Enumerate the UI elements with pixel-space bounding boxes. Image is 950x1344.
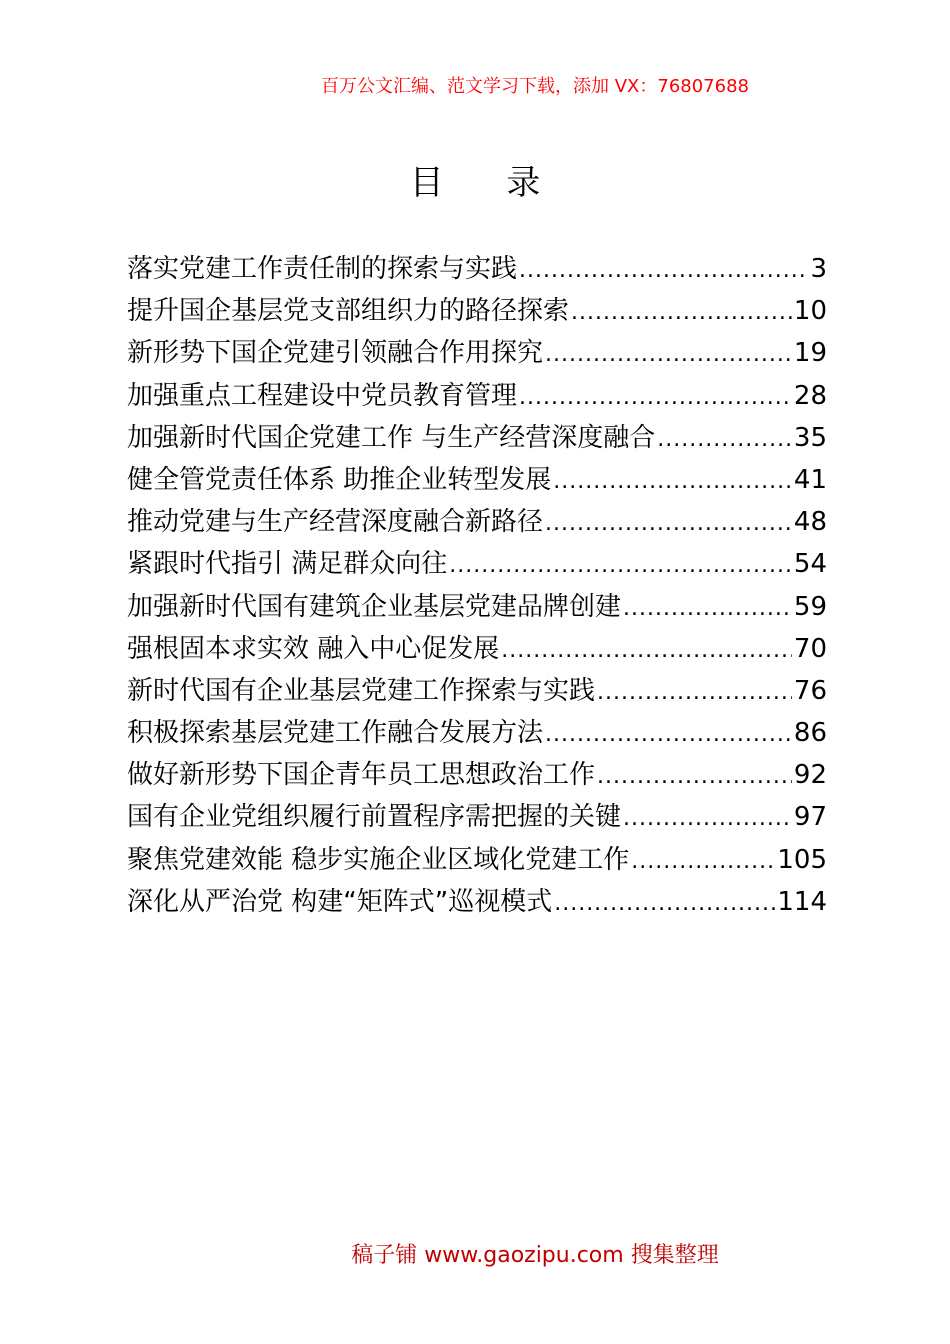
toc-dot-leader: [623, 588, 792, 630]
toc-entry[interactable]: [127, 796, 827, 838]
table-of-contents: [127, 248, 827, 923]
toc-dot-leader: [449, 545, 792, 587]
toc-entry[interactable]: [127, 628, 827, 670]
toc-entry-title: 加强新时代国企党建工作 与生产经营深度融合: [127, 422, 656, 453]
toc-dot-leader: [623, 798, 792, 840]
toc-page-number: 19: [793, 338, 827, 369]
toc-page-number: 10: [793, 296, 827, 327]
toc-entry[interactable]: [127, 417, 827, 459]
toc-dot-leader: [545, 334, 792, 376]
toc-entry-title: 新形势下国企党建引领融合作用探究: [127, 338, 544, 369]
toc-entry[interactable]: [127, 501, 827, 543]
toc-page-number: 86: [793, 718, 827, 749]
toc-entry[interactable]: [127, 670, 827, 712]
toc-entry-title: 积极探索基层党建工作融合发展方法: [127, 718, 544, 749]
toc-entry[interactable]: [127, 712, 827, 754]
toc-entry-title: 提升国企基层党支部组织力的路径探索: [127, 296, 570, 327]
toc-entry[interactable]: [127, 459, 827, 501]
toc-entry-title: 加强新时代国有建筑企业基层党建品牌创建: [127, 591, 622, 622]
toc-entry-title: 新时代国有企业基层党建工作探索与实践: [127, 675, 596, 706]
toc-page-number: 114: [777, 886, 827, 917]
toc-page-number: 35: [793, 422, 827, 453]
toc-entry[interactable]: [127, 754, 827, 796]
toc-dot-leader: [553, 461, 792, 503]
toc-entry-title: 深化从严治党 构建“矩阵式”巡视模式: [127, 886, 553, 917]
toc-dot-leader: [545, 714, 792, 756]
footer-source-note: 稿子铺 www.gaozipu.com 搜集整理: [351, 1243, 719, 1268]
toc-entry[interactable]: [127, 290, 827, 332]
toc-entry-title: 健全管党责任体系 助推企业转型发展: [127, 464, 552, 495]
toc-dot-leader: [519, 250, 808, 292]
toc-page-number: 92: [793, 760, 827, 791]
toc-dot-leader: [554, 883, 775, 925]
toc-entry[interactable]: [127, 543, 827, 585]
toc-entry-title: 做好新形势下国企青年员工思想政治工作: [127, 760, 596, 791]
page-title: 目 录: [409, 163, 567, 203]
toc-entry-title: 推动党建与生产经营深度融合新路径: [127, 507, 544, 538]
toc-entry-title: 强根固本求实效 融入中心促发展: [127, 633, 500, 664]
toc-entry[interactable]: [127, 881, 827, 923]
toc-page-number: 41: [793, 464, 827, 495]
header-promo-note: 百万公文汇编、范文学习下载，添加 VX：76807688: [321, 76, 749, 97]
toc-dot-leader: [571, 292, 792, 334]
toc-page-number: 3: [810, 254, 827, 284]
toc-dot-leader: [501, 630, 792, 672]
toc-entry[interactable]: [127, 332, 827, 374]
toc-entry-title: 落实党建工作责任制的探索与实践: [127, 254, 518, 284]
toc-dot-leader: [657, 419, 792, 461]
toc-dot-leader: [597, 756, 792, 798]
toc-page-number: 105: [777, 844, 827, 875]
toc-entry-title: 紧跟时代指引 满足群众向往: [127, 549, 448, 580]
toc-entry-title: 国有企业党组织履行前置程序需把握的关键: [127, 802, 622, 833]
toc-page-number: 28: [793, 380, 827, 411]
toc-page-number: 48: [793, 507, 827, 538]
toc-page-number: 54: [793, 549, 827, 580]
toc-page-number: 70: [793, 633, 827, 664]
toc-dot-leader: [545, 503, 792, 545]
toc-entry-title: 加强重点工程建设中党员教育管理: [127, 380, 518, 411]
toc-page-number: 97: [793, 802, 827, 833]
toc-page-number: 59: [793, 591, 827, 622]
toc-entry[interactable]: [127, 586, 827, 628]
toc-entry-title: 聚焦党建效能 稳步实施企业区域化党建工作: [127, 844, 630, 875]
toc-dot-leader: [597, 672, 792, 714]
toc-dot-leader: [631, 841, 775, 883]
toc-entry[interactable]: [127, 248, 827, 290]
toc-page-number: 76: [793, 675, 827, 706]
toc-dot-leader: [519, 377, 792, 419]
toc-entry[interactable]: [127, 375, 827, 417]
toc-entry[interactable]: [127, 839, 827, 881]
